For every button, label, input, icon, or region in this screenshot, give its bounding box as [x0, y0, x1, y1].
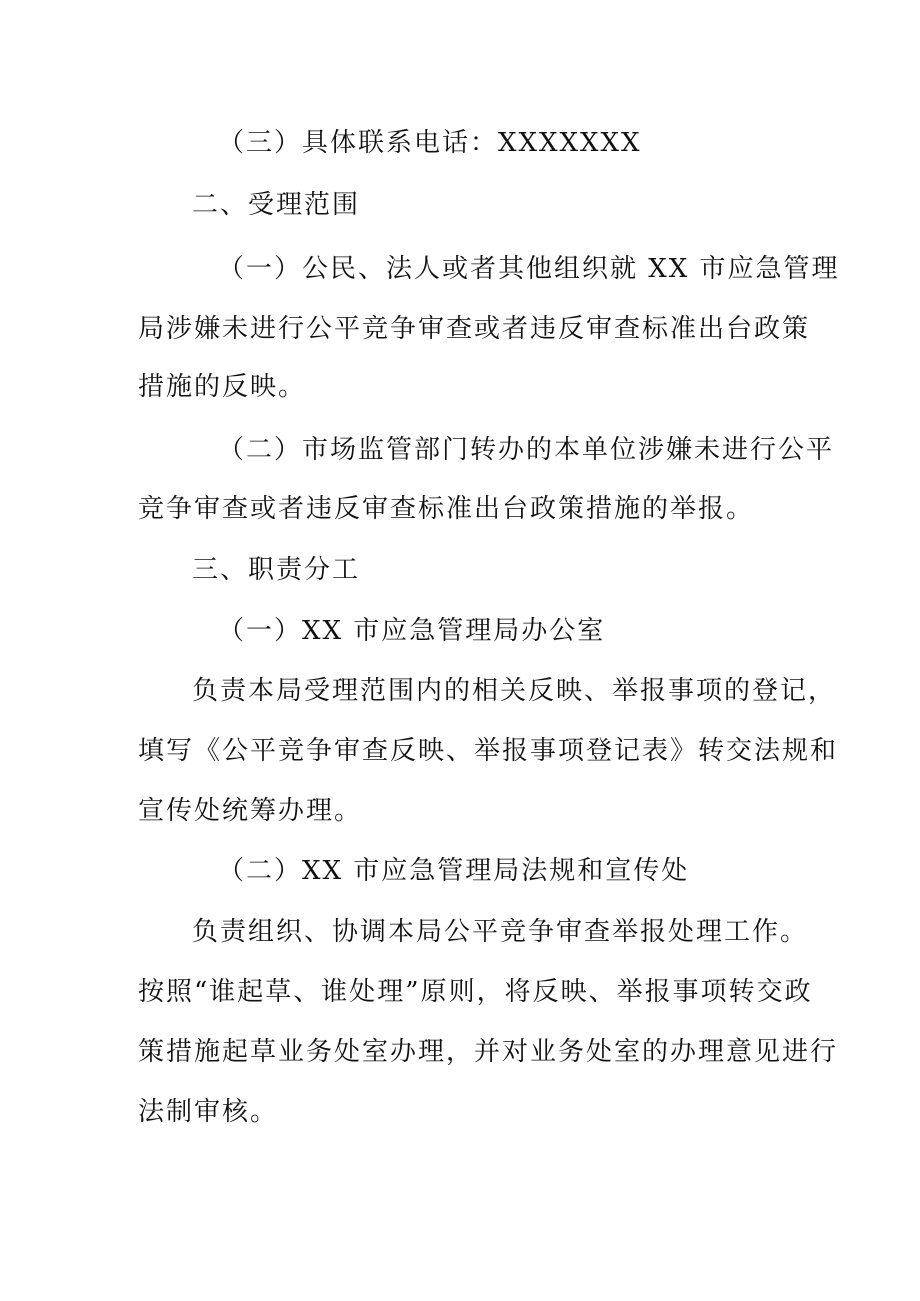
scope-item-1-line-1: （一）公民、法人或者其他组织就 XX 市应急管理 [218, 254, 840, 284]
scope-item-2-line-2: 竞争审查或者违反审查标准出台政策措施的举报。 [138, 494, 755, 524]
duty-legal-heading: （二）XX 市应急管理局法规和宣传处 [218, 856, 690, 886]
duty-office-line-3: 宣传处统筹办理。 [138, 796, 363, 826]
duty-legal-line-3: 策措施起草业务处室办理，并对业务处室的办理意见进行 [138, 1037, 839, 1067]
section-heading-duties: 三、职责分工 [192, 555, 361, 585]
duty-legal-line-1: 负责组织、协调本局公平竞争审查举报处理工作。 [192, 917, 809, 947]
section-heading-scope: 二、受理范围 [192, 190, 361, 220]
scope-item-1-line-3: 措施的反映。 [138, 372, 307, 402]
duty-legal-line-4: 法制审核。 [138, 1097, 279, 1127]
duty-legal-line-2: 按照“谁起草、谁处理”原则，将反映、举报事项转交政 [138, 977, 813, 1007]
scope-item-2-line-1: （二）市场监管部门转办的本单位涉嫌未进行公平 [218, 435, 835, 465]
scope-item-1-line-2: 局涉嫌未进行公平竞争审查或者违反审查标准出台政策 [138, 314, 811, 344]
contact-phone-line: （三）具体联系电话：XXXXXXX [218, 128, 642, 158]
duty-office-line-1: 负责本局受理范围内的相关反映、举报事项的登记， [192, 676, 837, 706]
duty-office-line-2: 填写《公平竞争审查反映、举报事项登记表》转交法规和 [138, 736, 839, 766]
duty-office-heading: （一）XX 市应急管理局办公室 [218, 616, 606, 646]
